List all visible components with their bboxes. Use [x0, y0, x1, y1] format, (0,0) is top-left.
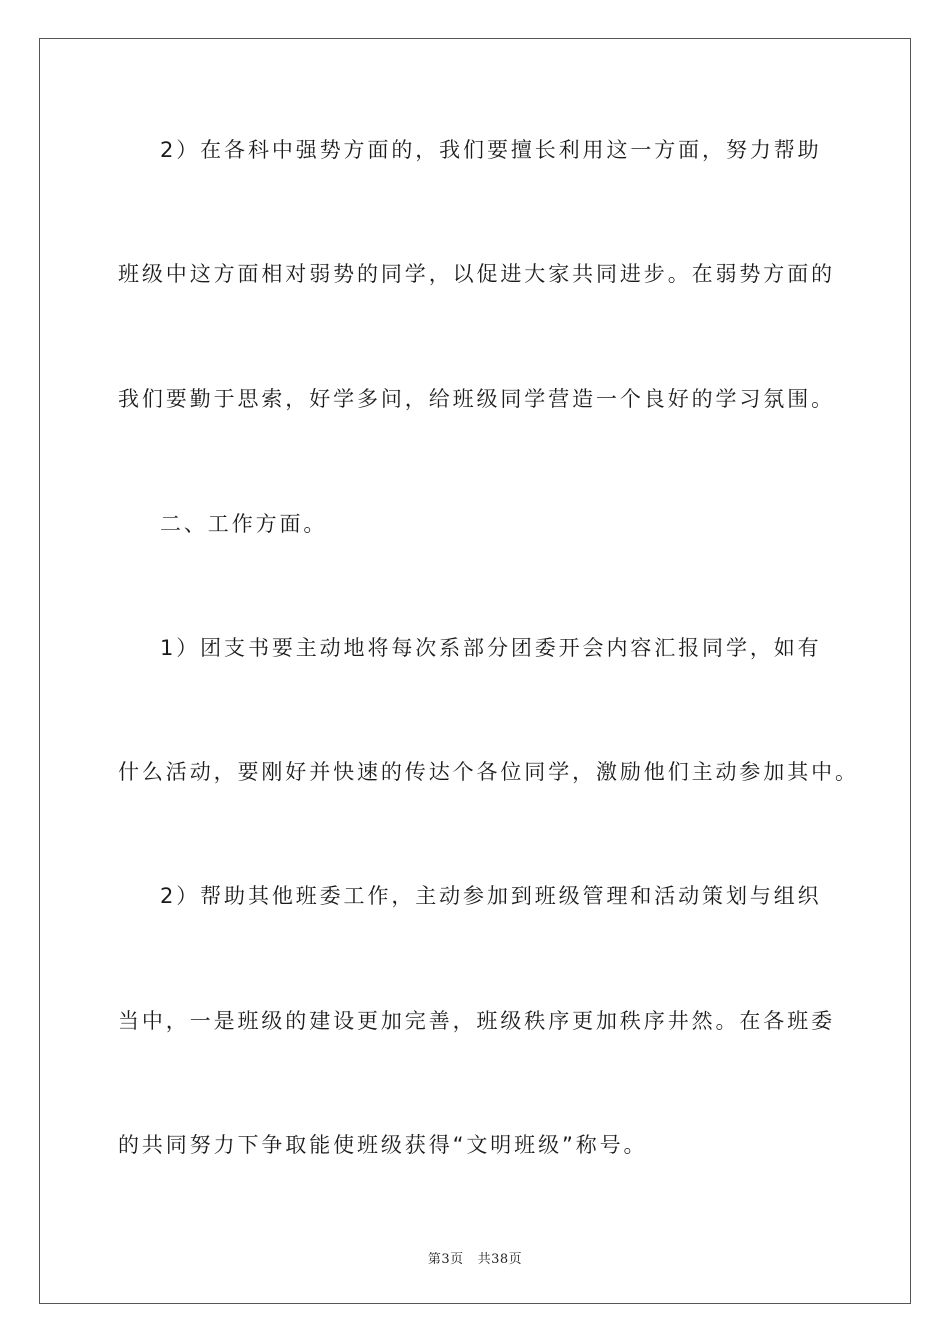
page-total: 共38页 [477, 1252, 523, 1267]
paragraph-line: 2）帮助其他班委工作，主动参加到班级管理和活动策划与组织 [160, 884, 822, 908]
page-number: 第3页 [427, 1252, 464, 1267]
paragraph-line: 2）在各科中强势方面的，我们要擅长利用这一方面，努力帮助 [160, 138, 822, 162]
paragraph-line: 1）团支书要主动地将每次系部分团委开会内容汇报同学，如有 [160, 636, 822, 660]
paragraph-line: 当中，一是班级的建设更加完善，班级秩序更加秩序井然。在各班委 [118, 1009, 835, 1033]
paragraph-line: 我们要勤于思索，好学多问，给班级同学营造一个良好的学习氛围。 [118, 387, 835, 411]
paragraph-line: 的共同努力下争取能使班级获得“文明班级”称号。 [118, 1133, 648, 1157]
paragraph-line: 什么活动，要刚好并快速的传达个各位同学，激励他们主动参加其中。 [118, 760, 859, 784]
page-footer [0, 1248, 950, 1267]
page-border [39, 38, 911, 1304]
section-heading: 二、工作方面。 [160, 512, 328, 536]
paragraph-line: 班级中这方面相对弱势的同学，以促进大家共同进步。在弱势方面的 [118, 262, 835, 286]
